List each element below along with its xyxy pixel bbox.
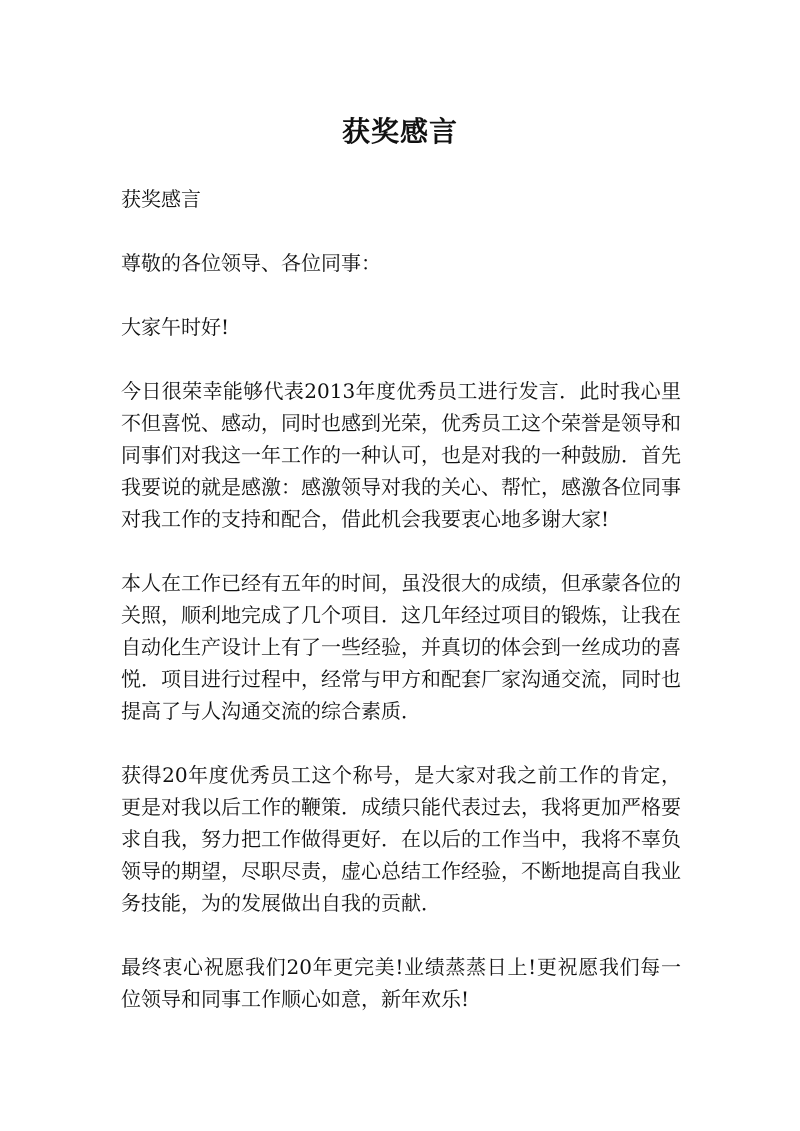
paragraph-thanks: 今日很荣幸能够代表2013年度优秀员工进行发言．此时我心里不但喜悦、感动，同时也感到光荣，优秀员工这个荣誉是领导和同事们对我这一年工作的一种认可，也是对我的一种鼓励．首先我要说的就是感激：感激领导对我的关心、帮忙，感激各位同事对我工作的支持和配合，借此机会我要衷心地多谢大家! <box>121 379 681 531</box>
body-heading: 获奖感言 <box>121 187 201 211</box>
salutation: 尊敬的各位领导、各位同事： <box>121 251 381 275</box>
paragraph-commitment: 获得20年度优秀员工这个称号，是大家对我之前工作的肯定，更是对我以后工作的鞭策．成绩只能代表过去，我将更加严格要求自我，努力把工作做得更好．在以后的工作当中，我将不辜负领导的期望，尽职尽责，虚心总结工作经验，不断地提高自我业务技能，为的发展做出自我的贡献． <box>121 763 681 915</box>
document-body <box>121 183 681 1047</box>
greeting: 大家午时好! <box>121 315 230 339</box>
document-title: 获奖感言 <box>341 115 458 148</box>
paragraph-closing-wishes: 最终衷心祝愿我们20年更完美!业绩蒸蒸日上!更祝愿我们每一位领导和同事工作顺心如意，新年欢乐! <box>121 955 681 1011</box>
paragraph-experience: 本人在工作已经有五年的时间，虽没很大的成绩，但承蒙各位的关照，顺利地完成了几个项目．这几年经过项目的锻炼，让我在自动化生产设计上有了一些经验，并真切的体会到一丝成功的喜悦．项目进行过程中，经常与甲方和配套厂家沟通交流，同时也提高了与人沟通交流的综合素质． <box>121 571 681 723</box>
